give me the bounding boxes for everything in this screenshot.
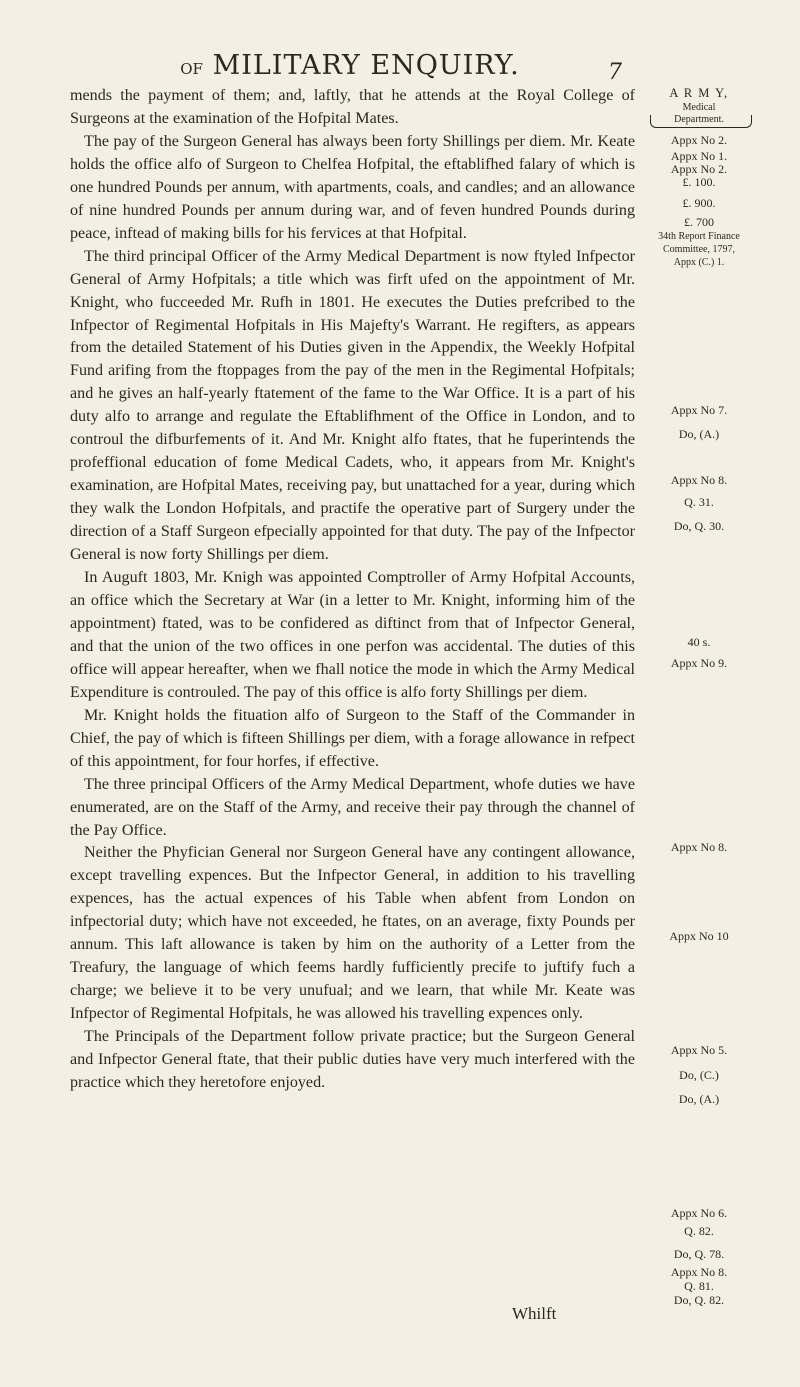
margin-note: Appx No 10 [669, 929, 729, 943]
running-head-of: OF [180, 60, 203, 78]
margin-note: Q. 82. [684, 1224, 714, 1238]
margin-note: 34th Report Finance [658, 231, 740, 242]
catchword: Whilft [512, 1304, 557, 1323]
margin-note: £. 700 [684, 215, 714, 229]
paragraph-pay-office: The three principal Officers of the Army Medical Department, whofe duties we have enumerated, are on the Staff of the Army, and receive their pay through the channel of the Pay Office. [70, 775, 635, 839]
paragraph-private-practice: The Principals of the Department follow private practice; but the Surgeon General and Infpector General ftate, that their public duties have very much interfered with the practice which they heretofore enjoyed. [70, 1028, 635, 1091]
margin-department: Department. [674, 114, 724, 125]
paragraph-inspector-general: The third principal Officer of the Army Medical Department is now ftyled Infpector General of Army Hofpitals; a title which was firft ufed on the appointment of Mr. Knight, who fucceeded Mr. Rufh in 1801. He executes the Duties prefcribed to the Infpector of Regimental Hofpitals in His Majefty's Warrant. He regifters, as appears from the detailed Statement of his Duties given in the Appendix, the Weekly Hofpital Fund arifing from the ftoppages from the pay of the men in the Regimental Hofpitals; and he gives an half-yearly ftatement of the fame to the War Office. It is a part of his duty alfo to arrange and regulate the Eftablifhment of the Office in London, and to controul the difburfements of it. And Mr. Knight alfo ftates, that he fuperintends the profeffional education of fome Medical Cadets, who, it appears from Mr. Knight's examination, are Hofpital Mates, receiving pay, but unattached for a year, during which they walk the London Hofpitals, and practife the operative part of Surgery under the direction of a Staff Surgeon efpecially appointed for that duty. The pay of the Infpector General is now forty Shillings per diem. [70, 247, 635, 564]
margin-bracket [650, 115, 752, 128]
margin-note: Appx No 6. [670, 1206, 728, 1220]
running-head-title: MILITARY ENQUIRY. [212, 50, 520, 81]
paragraph-staff-surgeon: Mr. Knight holds the fituation alfo of Surgeon to the Staff of the Commander in Chief, the pay of which is fifteen Shillings per diem, with a forage allowance in refpect of this appointment, for four horfes, if effective. [70, 706, 635, 770]
margin-note: Appx No 8. [670, 473, 728, 487]
margin-note: Q. 81. [684, 1279, 714, 1293]
margin-note: Appx No 2. [670, 133, 728, 147]
margin-note: Do, (C.) [679, 1068, 719, 1082]
margin-note: Appx No 8. [670, 840, 728, 854]
margin-note: Appx No 2. [670, 162, 728, 176]
margin-note: Appx No 8. [670, 1265, 728, 1279]
margin-note: Do, Q. 78. [673, 1247, 725, 1261]
margin-note: Appx No 1. [670, 149, 728, 163]
page-number: 7 [608, 60, 622, 85]
paragraph-surgeon-general-pay: The pay of the Surgeon General has always been forty Shillings per diem. Mr. Keate holds the office alfo of Surgeon to Chelfea Hofpital, the eftablifhed falary of which is one hundred Pounds per annum, with apartments, coals, and candles; and an allowance of nine hundred Pounds per annum during war, and of feven hundred Pounds during peace, inftead of making bills for his fervices at that Hofpital. [70, 132, 635, 242]
margin-army: A R M Y, [669, 86, 729, 100]
margin-note: Do, Q. 30. [673, 519, 725, 533]
margin-note: Q. 31. [684, 495, 714, 509]
margin-note: Appx No 7. [670, 403, 728, 417]
margin-note: Do, (A.) [678, 1092, 720, 1106]
margin-note: £. 900. [682, 196, 716, 210]
margin-note: Do, (A.) [678, 427, 720, 441]
running-head [70, 50, 630, 81]
paragraph-continuation: mends the payment of them; and, laftly, that he attends at the Royal College of Surgeons at the examination of the Hofpital Mates. [70, 87, 635, 127]
margin-medical: Medical [682, 102, 716, 113]
margin-note: Committee, 1797, [663, 244, 735, 255]
margin-note: £. 100. [682, 175, 716, 189]
paragraph-contingent-allowance: Neither the Phyfician General nor Surgeon General have any contingent allowance, except travelling expences. But the Infpector General, in addition to his travelling expences, has the actual expences of his Table when abfent from London on infpectorial duty; which have not exceeded, he ftates, on an average, fixty Pounds per annum. This laft allowance is taken by him on the authority of a Letter from the Treafury, the language of which feems hardly fufficiently precife to juftify fuch a charge; we believe it to be very unufual; and we learn, that while Mr. Keate was Infpector of Regimental Hofpitals, he was allowed his travelling expences only. [70, 844, 635, 1023]
margin-note: Appx No 9. [670, 656, 728, 670]
body-text [70, 85, 635, 1095]
margin-note: Appx No 5. [670, 1043, 728, 1057]
paragraph-comptroller: In Auguft 1803, Mr. Knigh was appointed Comptroller of Army Hofpital Accounts, an office which the Secretary at War (in a letter to Mr. Knight, informing him of the appointment) ftated, was to be confidered as diftinct from that of Infpector General, and that the union of the two offices in one perfon was accidental. The duties of this office will appear hereafter, when we fhall notice the mode in which the Army Medical Expenditure is controuled. The pay of this office is alfo forty Shillings per diem. [70, 569, 635, 701]
margin-note: 40 s. [687, 635, 711, 649]
margin-note: Do, Q. 82. [673, 1293, 725, 1307]
margin-note: Appx (C.) 1. [673, 257, 725, 268]
